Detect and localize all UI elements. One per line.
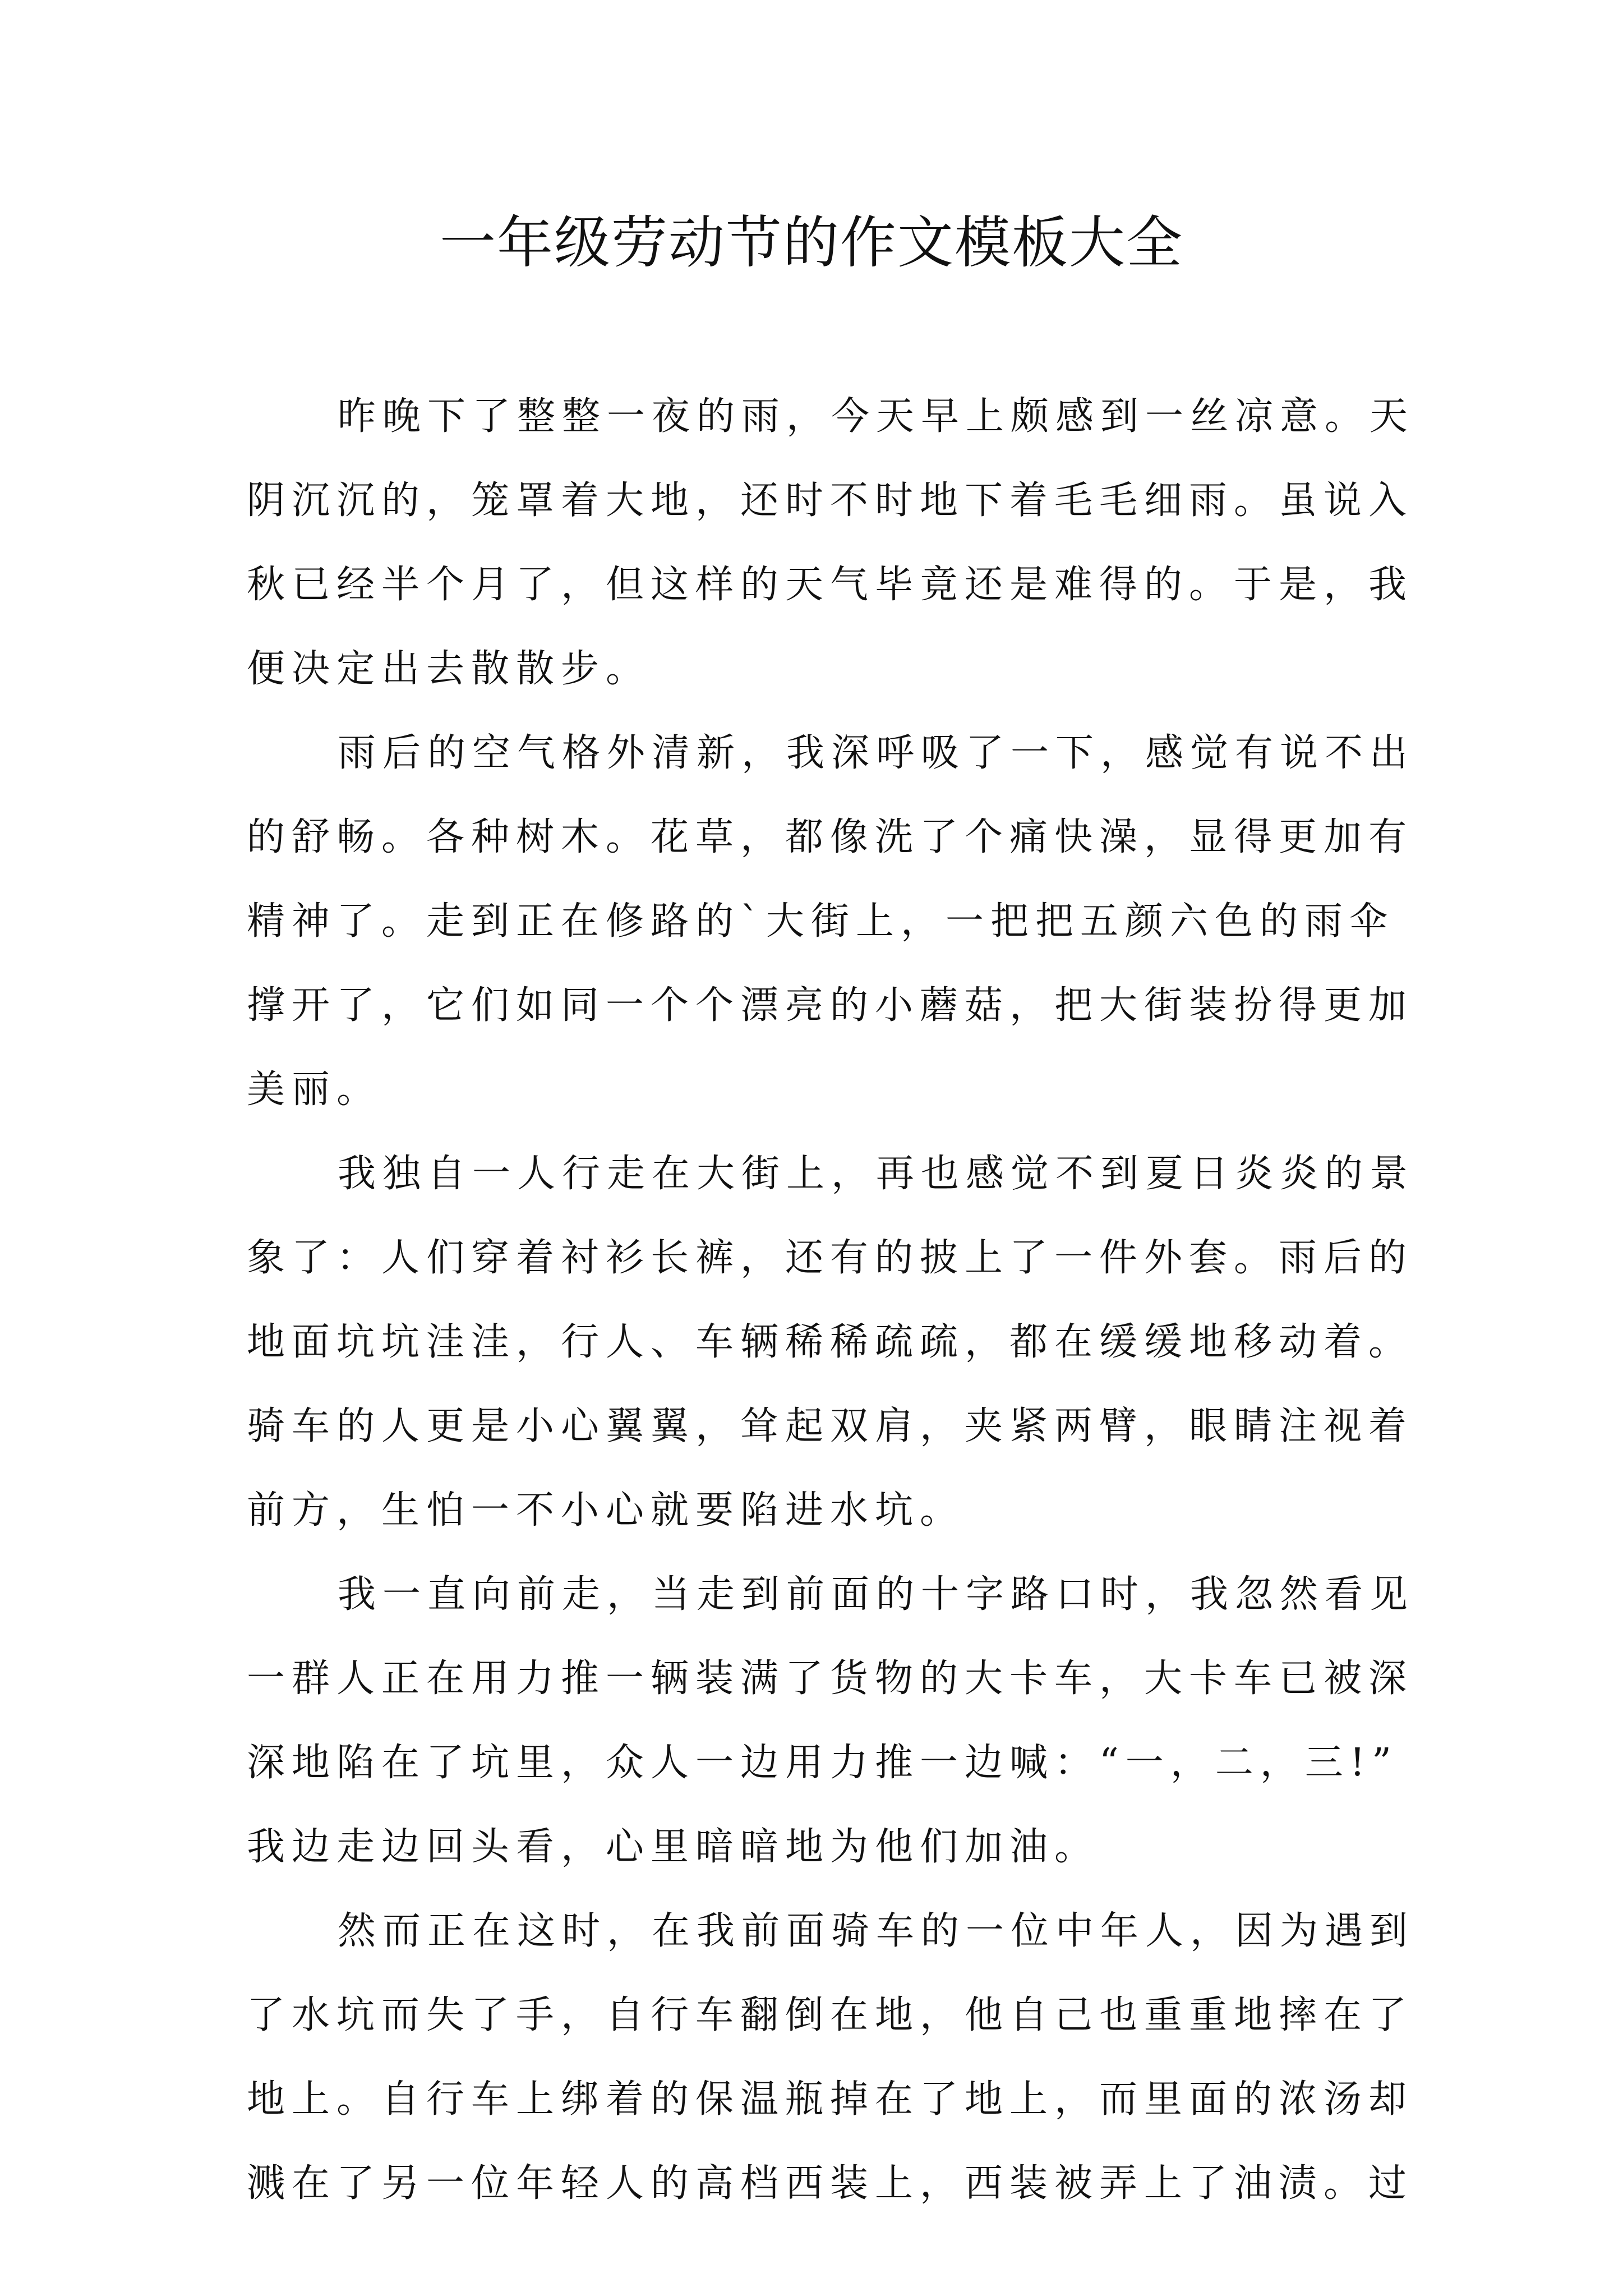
document-title: 一年级劳动节的作文模板大全 xyxy=(440,210,1183,275)
paragraph-line: 我一直向前走，当走到前面的十字路口时，我忽然看见 xyxy=(338,1572,1415,1617)
paragraph-1 xyxy=(247,375,1415,711)
document-body xyxy=(247,375,1415,2226)
paragraph-line: 骑车的人更是小心翼翼，耸起双肩，夹紧两臂，眼睛注视着 xyxy=(247,1404,1414,1448)
paragraph-line: 我独自一人行走在大街上，再也感觉不到夏日炎炎的景 xyxy=(338,1152,1415,1196)
paragraph-line: 秋已经半个月了，但这样的天气毕竟还是难得的。于是，我 xyxy=(247,563,1414,607)
paragraph-line: 撑开了，它们如同一个个漂亮的小蘑菇，把大街装扮得更加 xyxy=(247,983,1414,1028)
paragraph-4 xyxy=(247,1553,1415,1889)
paragraph-line: 一群人正在用力推一辆装满了货物的大卡车，大卡车已被深 xyxy=(247,1657,1414,1701)
paragraph-line: 昨晚下了整整一夜的雨，今天早上颇感到一丝凉意。天 xyxy=(338,394,1415,439)
paragraph-line: 前方，生怕一不小心就要陷进水坑。 xyxy=(247,1488,965,1533)
paragraph-line: 便决定出去散散步。 xyxy=(247,647,651,691)
paragraph-5 xyxy=(247,1889,1415,2226)
paragraph-line: 阴沉沉的，笼罩着大地，还时不时地下着毛毛细雨。虽说入 xyxy=(247,478,1414,523)
paragraph-line: 深地陷在了坑里，众人一边用力推一边喊：“一，二，三!” xyxy=(247,1741,1398,1785)
paragraph-line: 雨后的空气格外清新，我深呼吸了一下，感觉有说不出 xyxy=(338,731,1415,775)
paragraph-line: 地上。自行车上绑着的保温瓶掉在了地上，而里面的浓汤却 xyxy=(247,2077,1414,2122)
paragraph-line: 美丽。 xyxy=(247,1068,382,1112)
paragraph-2 xyxy=(247,711,1415,1132)
paragraph-line: 精神了。走到正在修路的`大街上，一把把五颜六色的雨伞 xyxy=(247,899,1395,944)
paragraph-line: 然而正在这时，在我前面骑车的一位中年人，因为遇到 xyxy=(338,1909,1415,1953)
paragraph-line: 溅在了另一位年轻人的高档西装上，西装被弄上了油渍。过 xyxy=(247,2161,1414,2206)
paragraph-3 xyxy=(247,1132,1415,1553)
paragraph-line: 了水坑而失了手，自行车翻倒在地，他自己也重重地摔在了 xyxy=(247,1993,1414,2037)
paragraph-line: 地面坑坑洼洼，行人、车辆稀稀疏疏，都在缓缓地移动着。 xyxy=(247,1320,1414,1364)
paragraph-line: 我边走边回头看，心里暗暗地为他们加油。 xyxy=(247,1825,1100,1869)
paragraph-line: 的舒畅。各种树木。花草，都像洗了个痛快澡，显得更加有 xyxy=(247,815,1414,859)
paragraph-line: 象了：人们穿着衬衫长裤，还有的披上了一件外套。雨后的 xyxy=(247,1236,1414,1280)
